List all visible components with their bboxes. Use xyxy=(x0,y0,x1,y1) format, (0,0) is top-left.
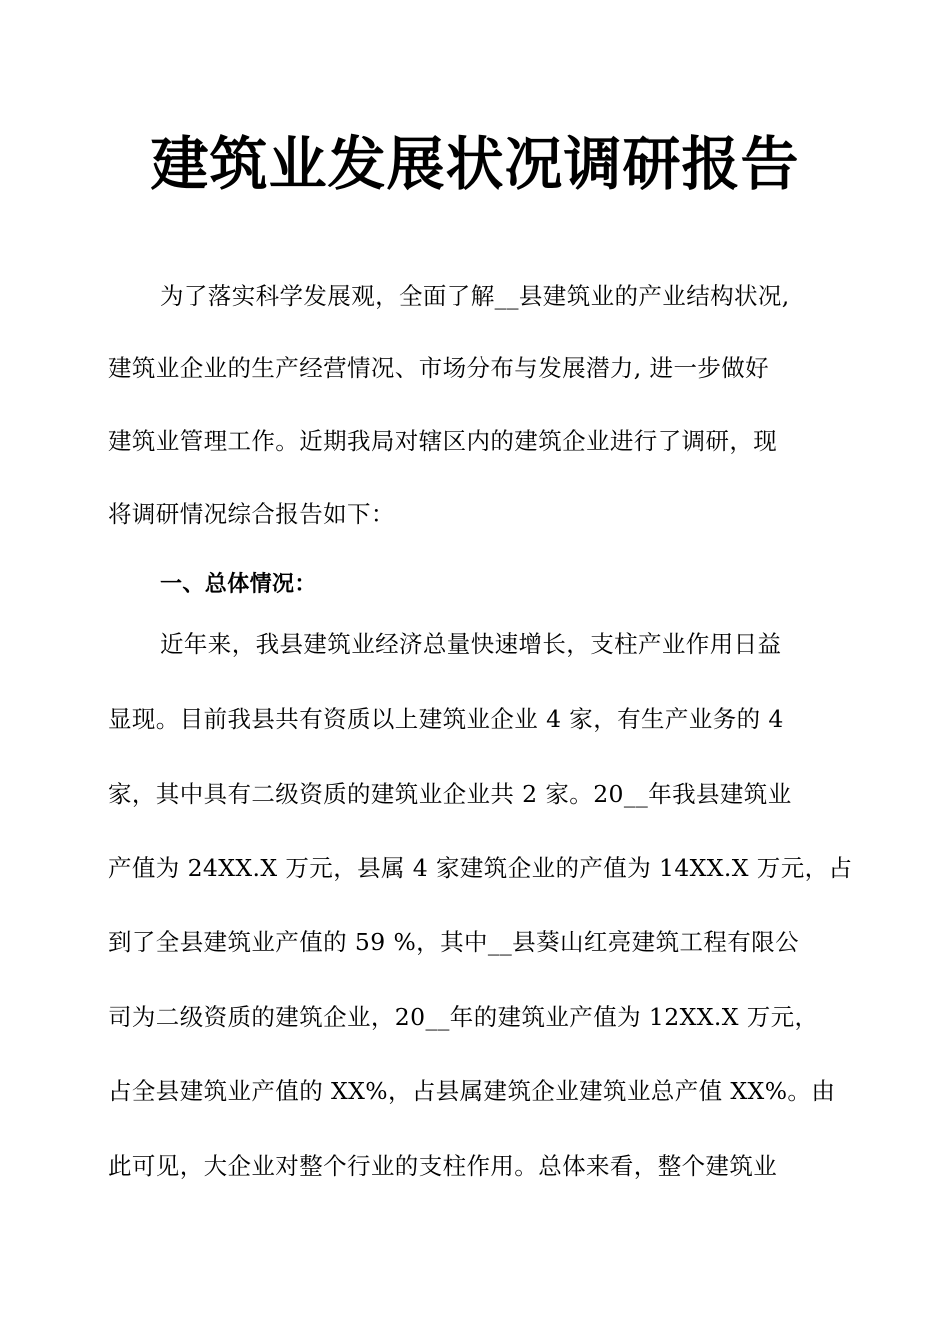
paragraph-line: 显现。目前我县共有资质以上建筑业企业 4 家，有生产业务的 4 xyxy=(108,705,784,733)
paragraph-line: 占全县建筑业产值的 XX%，占县属建筑企业建筑业总产值 XX%。由 xyxy=(108,1077,836,1105)
paragraph-line: 建筑业企业的生产经营情况、市场分布与发展潜力, 进一步做好 xyxy=(108,354,770,382)
document-title: 建筑业发展状况调研报告 xyxy=(150,130,800,198)
paragraph-line: 建筑业管理工作。近期我局对辖区内的建筑企业进行了调研，现 xyxy=(108,427,778,455)
paragraph-line: 将调研情况综合报告如下： xyxy=(108,500,395,528)
paragraph-line: 近年来，我县建筑业经济总量快速增长，支柱产业作用日益 xyxy=(160,630,782,658)
paragraph-line: 产值为 24XX.X 万元，县属 4 家建筑企业的产值为 14XX.X 万元，占 xyxy=(108,854,853,882)
paragraph-line: 为了落实科学发展观，全面了解__县建筑业的产业结构状况, xyxy=(160,282,790,310)
paragraph-line: 到了全县建筑业产值的 59 %，其中__县葵山红亮建筑工程有限公 xyxy=(108,928,799,956)
section-heading: 一、总体情况： xyxy=(160,572,317,597)
paragraph-line: 司为二级资质的建筑企业，20__年的建筑业产值为 12XX.X 万元， xyxy=(108,1003,819,1031)
paragraph-line: 家，其中具有二级资质的建筑业企业共 2 家。20__年我县建筑业 xyxy=(108,780,792,808)
paragraph-line: 此可见，大企业对整个行业的支柱作用。总体来看，整个建筑业 xyxy=(108,1152,778,1180)
